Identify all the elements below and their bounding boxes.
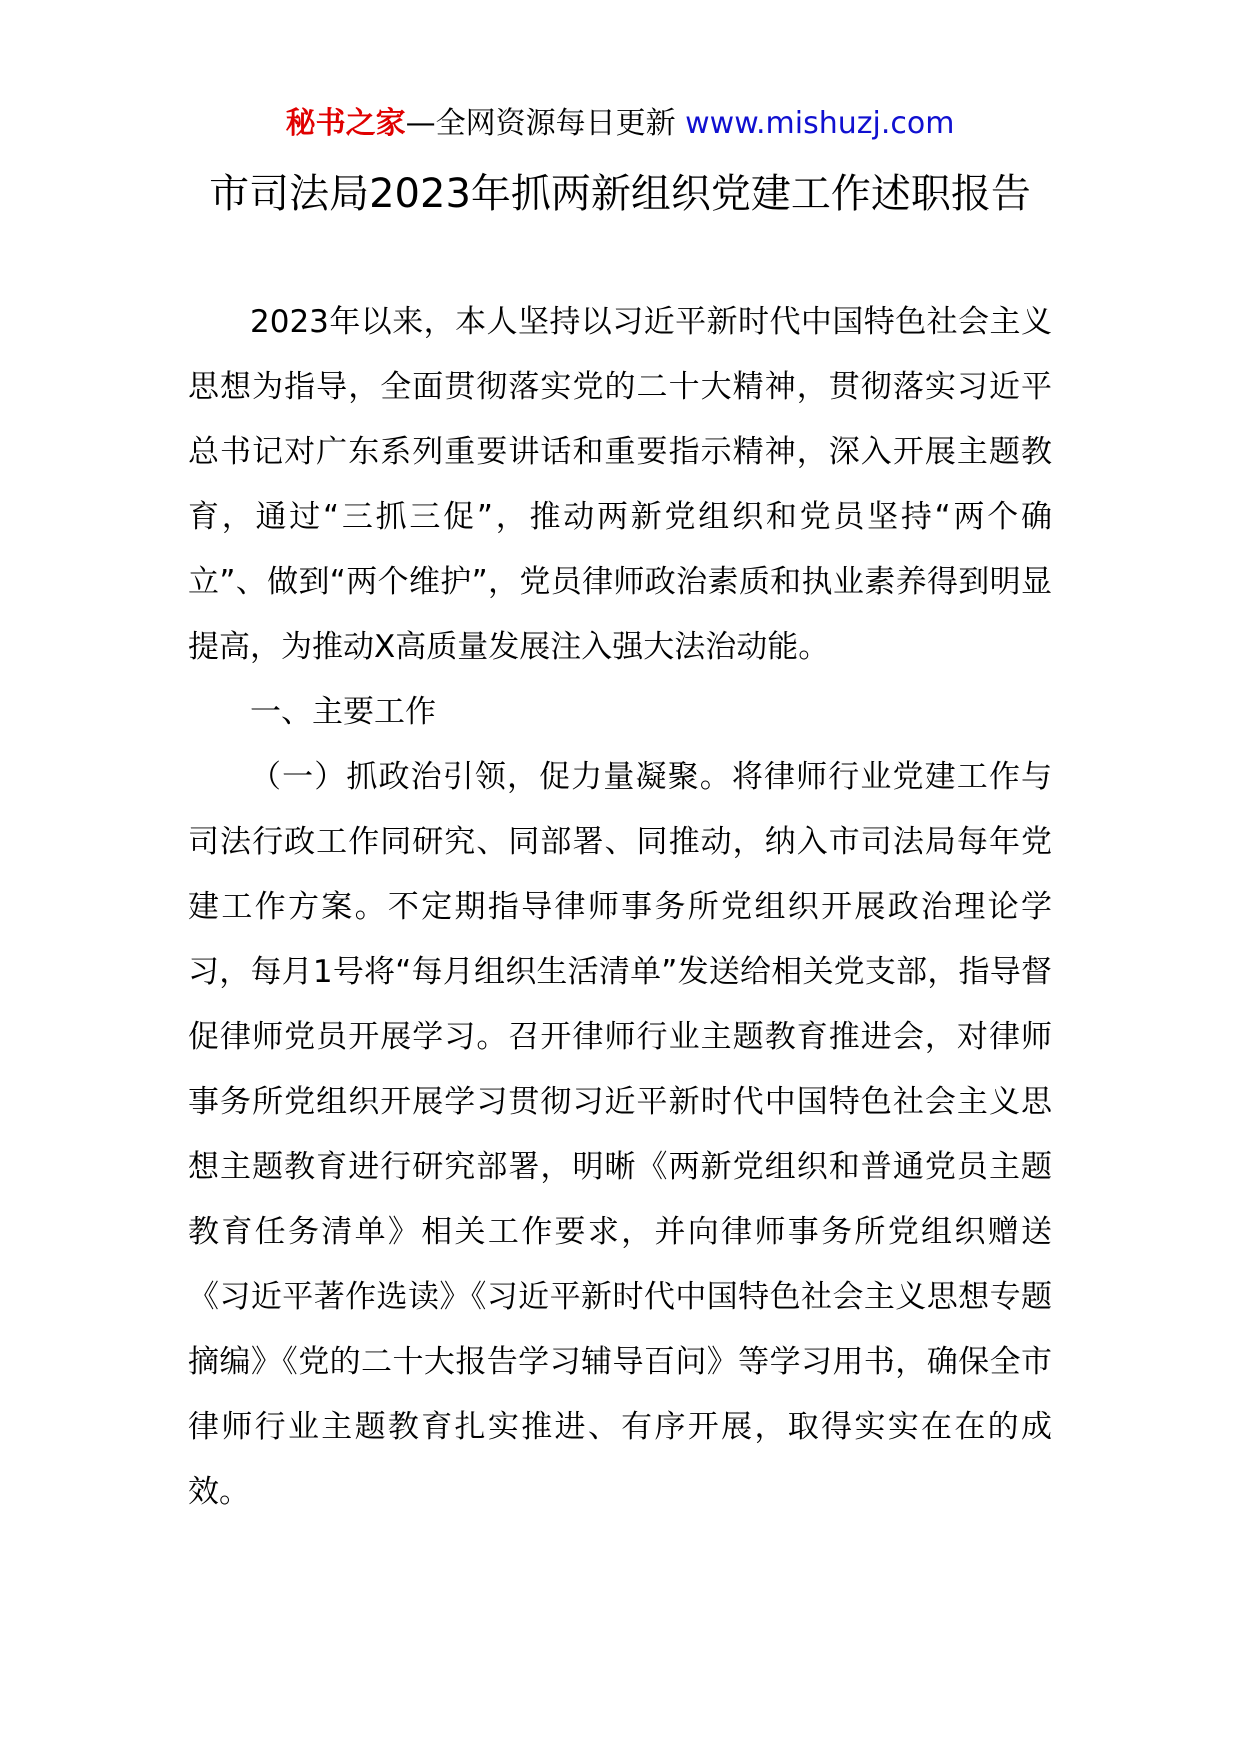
site-tagline: —全网资源每日更新 — [405, 106, 686, 141]
site-header — [0, 104, 1240, 144]
document-body — [188, 290, 1052, 1525]
site-url-link[interactable]: www.mishuzj.com — [685, 106, 955, 141]
paragraph-political-leadership: （一）抓政治引领，促力量凝聚。将律师行业党建工作与司法行政工作同研究、同部署、同推动，纳入市司法局每年党建工作方案。不定期指导律师事务所党组织开展政治理论学习，每月1号将“每月组织生活清单”发送给相关党支部，指导督促律师党员开展学习。召开律师行业主题教育推进会，对律师事务所党组织开展学习贯彻习近平新时代中国特色社会主义思想主题教育进行研究部署，明晰《两新党组织和普通党员主题教育任务清单》相关工作要求，并向律师事务所党组织赠送《习近平著作选读》《习近平新时代中国特色社会主义思想专题摘编》《党的二十大报告学习辅导百问》等学习用书，确保全市律师行业主题教育扎实推进、有序开展，取得实实在在的成效。 — [188, 759, 1052, 1510]
section-heading-main-work: 一、主要工作 — [250, 694, 436, 730]
brand-name: 秘书之家 — [285, 106, 406, 141]
paragraph-intro: 2023年以来，本人坚持以习近平新时代中国特色社会主义思想为指导，全面贯彻落实党的二十大精神，贯彻落实习近平总书记对广东系列重要讲话和重要指示精神，深入开展主题教育，通过“三抓三促”，推动两新党组织和党员坚持“两个确立”、做到“两个维护”，党员律师政治素质和执业素养得到明显提高，为推动X高质量发展注入强大法治动能。 — [188, 304, 1052, 665]
document-title: 市司法局2023年抓两新组织党建工作述职报告 — [209, 171, 1031, 217]
